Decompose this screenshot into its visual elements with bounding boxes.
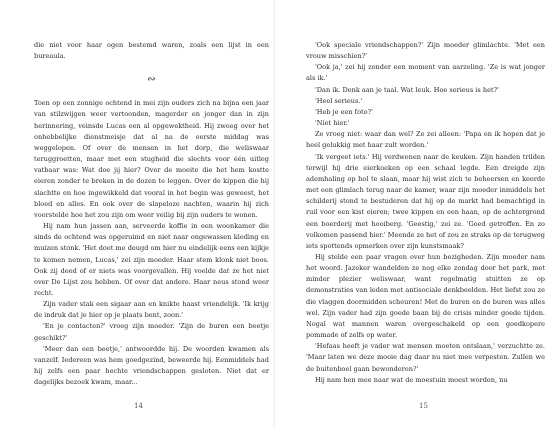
paragraph: 'Ook ja,' zei hij zonder een moment van aarzeling. 'Ze is wat jonger als ik.' xyxy=(306,63,545,83)
paragraph: die niet voor haar ogen bestemd waren, zoals een lijst in een bureaula. xyxy=(34,41,269,61)
paragraph: 'Niet hier.' xyxy=(315,119,350,128)
right-page xyxy=(275,0,550,427)
paragraph: 'Dan ik. Denk aan je taal. Wat leuk. Hoe serieus is het?' xyxy=(315,85,499,94)
paragraph: Hij nam hun jassen aan, serveerde koffie in een woonkamer die sinds de ochtend was opgeruimd en niet naar ongewassen kleding en muizen stonk. 'Het doet me deugd om hier nu eindelijk eens een kijkje te komen nemen, Lucas,' zei zijn moeder. Haar stem klonk niet boos. Ook zij deed of er niets was voorgevallen. Hij voelde dat ze het niet over De Lijst zou hebben. Of over dat andere. Haar neus stond weer recht. xyxy=(34,222,269,297)
paragraph: Ze vroeg niet: waar dan wel? Ze zei alleen: 'Papa en ik hopen dat je heel gelukkig met haar zult worden.' xyxy=(306,130,545,150)
paragraph: 'En je contacten?' vroeg zijn moeder. 'Zijn de buren een beetje geschikt?' xyxy=(34,322,269,342)
paragraph: 'Meer dan een beetje,' antwoordde hij. De woorden kwamen als vanzelf. Iedereen was hem goedgezind, beweerde hij. Eenmiddels had hij zelfs een paar hechte vriendschappen gesloten. Niet dat er dagelijks bezoek kwam, maar... xyxy=(34,344,269,387)
paragraph: 'Heb je een foto?' xyxy=(315,107,373,116)
paragraph: Hij nam hen mee naar wat de moestuin moest worden, nu xyxy=(315,375,508,384)
page-number: 14 xyxy=(134,402,143,410)
paragraph: 'Ook speciale vriendschappen?' Zijn moeder glimlachte. 'Met een vrouw misschien?' xyxy=(306,41,545,61)
right-page-text xyxy=(306,40,545,386)
paragraph: 'Ik vergeet iets.' Hij verdwenen naar de keuken. Zijn handen trilden terwijl hij drie eierkoeken op een schaal legde. Een dreigde zijn ademhaling op hol te slaan, maar hij wist zich te beheersen en keerde met een glimlach terug naar de kamer, waar zijn moeder inmiddels het schilderij stond te bestuderen dat hij op de markt had bemachtigd in ruil voor een kist eieren; twee kippen en een haan, op de achtergrond een boerderij met hooiberg. 'Geestig,' zei ze. 'Goed getroffen. En zo volkomen passend hier.' Meende ze het of zou ze straks op de terugweg iets spottends opmerken over zijn kunstsmaak? xyxy=(306,152,545,250)
paragraph: Hij stelde een paar vragen over hun bezigheden. Zijn moeder nam het woord. Jazeker wandelden ze nog elke zondag door het park, met minder plezier weliswaar, want regelmatig stuitten ze op demonstraties van leden met antisociale denkbeelden. Het liefst zou ze die vlaggen doormidden scheuren! Met de buren en de buren was alles wel. Zijn vader had zijn goede baan bij de crisis minder goede tijden. Nogal wat mannen waren overgeschakeld op een goedkopere pommade of zelfs op water. xyxy=(306,252,545,340)
paragraph: Zijn vader stak een sigaar aan en knikte haast vriendelijk. 'Ik krijg de indruk dat je hier op je plaats bent, zoon.' xyxy=(34,300,269,320)
paragraph: Toen op een zonnige ochtend in mei zijn ouders zich na bijna een jaar van stilzwijgen weer vertoonden, magerder en jonger dan in zijn herinnering, veinsde Lucas een al opgewektheid. Hij zweeg over het onhebbelijke dienstmeisje dat al na de eerste middag was weggelopen. Of over de mensen in het dorp, die weliswaar teruggroetten, maar met een stugheid die slechts voor één uitleg vatbaar was: Wat doe jij hier? Over de moeite die het hem kostte eieren zonder te breken in de dozen te leggen. Over de kippen die hij slachtte en hoe ingewikkeld dat vooral in het begin was geweest, het bloed en alles. En ook over de slapeloze nachten, waarin hij zich voorstelde hoe het zou zijn om weer veilig bij zijn ouders te wonen. xyxy=(34,99,269,219)
paragraph: 'Heel serieus.' xyxy=(315,96,363,105)
page-number: 15 xyxy=(419,402,428,410)
left-page-text xyxy=(34,40,269,388)
paragraph: 'Hefaas heeft je vader wat mensen moeten ontslaan,' verzuchtte ze. 'Maar laten we deze mooie dag daar nu niet mee verpesten. Zullen we de buitenboel gaan bewonderen?' xyxy=(306,342,545,373)
section-ornament: ∾ xyxy=(147,74,156,86)
